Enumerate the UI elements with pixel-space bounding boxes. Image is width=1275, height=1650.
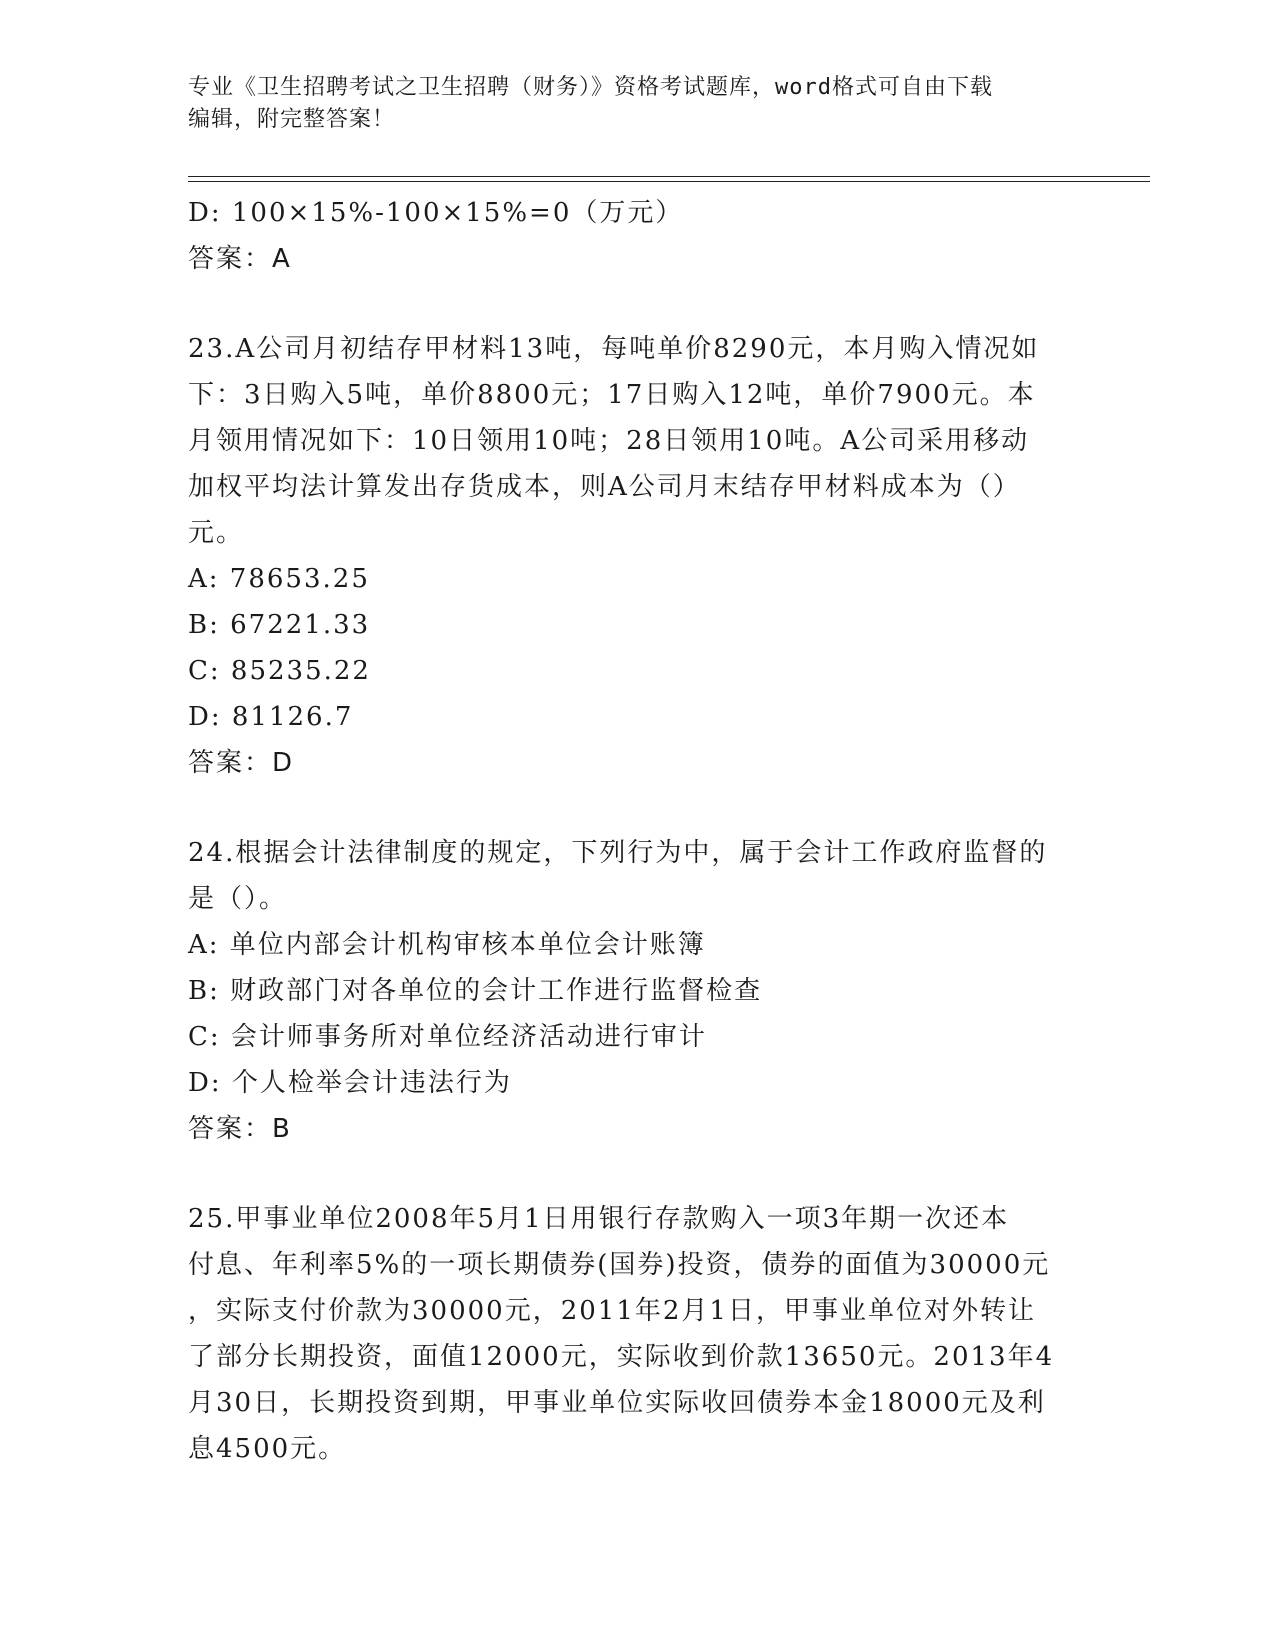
question-25-text-line-2: 付息、年利率5%的一项长期债券(国券)投资，债券的面值为30000元	[188, 1250, 1051, 1280]
question-23-option-d: D: 81126.7	[188, 702, 354, 732]
question-23-option-c: C: 85235.22	[188, 656, 371, 686]
header-title-line-1: 专业《卫生招聘考试之卫生招聘（财务）》资格考试题库，word格式可自由下载	[188, 75, 993, 100]
question-24-text-line-1: 24.根据会计法律制度的规定，下列行为中，属于会计工作政府监督的	[188, 838, 1048, 868]
header-divider-top	[188, 176, 1150, 177]
page-header	[188, 72, 1088, 136]
question-23-option-a: A: 78653.25	[188, 564, 370, 594]
question-25-text-line-5: 月30日，长期投资到期，甲事业单位实际收回债券本金18000元及利	[188, 1388, 1046, 1418]
prev-option-d: D: 100×15%-100×15%=0（万元）	[188, 198, 684, 228]
question-24-text-line-2: 是（）。	[188, 884, 288, 914]
spacer	[188, 786, 1088, 830]
question-25	[188, 1196, 1088, 1472]
question-23-text-line-1: 23.A公司月初结存甲材料13吨，每吨单价8290元，本月购入情况如	[188, 334, 1040, 364]
question-25-text-line-3: ，实际支付价款为30000元，2011年2月1日，甲事业单位对外转让	[188, 1296, 1036, 1326]
question-23-text-line-2: 下：3日购入5吨，单价8800元；17日购入12吨，单价7900元。本	[188, 380, 1036, 410]
question-23-text-line-4: 加权平均法计算发出存货成本，则A公司月末结存甲材料成本为（）	[188, 472, 1021, 502]
question-24-option-b: B: 财政部门对各单位的会计工作进行监督检查	[188, 976, 763, 1006]
question-24-option-c: C: 会计师事务所对单位经济活动进行审计	[188, 1022, 707, 1052]
question-23-option-b: B: 67221.33	[188, 610, 371, 640]
question-24-option-a: A: 单位内部会计机构审核本单位会计账簿	[188, 930, 706, 960]
spacer	[188, 282, 1088, 326]
question-25-text-line-4: 了部分长期投资，面值12000元，实际收到价款13650元。2013年4	[188, 1342, 1055, 1372]
header-title-line-2: 编辑，附完整答案！	[188, 107, 396, 132]
question-24-answer: 答案：B	[188, 1114, 292, 1144]
question-23-text-line-5: 元。	[188, 518, 245, 548]
question-23	[188, 326, 1088, 786]
question-24	[188, 830, 1088, 1152]
spacer	[188, 1152, 1088, 1196]
question-23-answer: 答案：D	[188, 748, 295, 778]
header-divider-bottom	[188, 181, 1150, 182]
question-25-text-line-6: 息4500元。	[188, 1434, 347, 1464]
question-25-text-line-1: 25.甲事业单位2008年5月1日用银行存款购入一项3年期一次还本	[188, 1204, 1010, 1234]
question-23-text-line-3: 月领用情况如下：10日领用10吨；28日领用10吨。A公司采用移动	[188, 426, 1030, 456]
question-24-option-d: D: 个人检举会计违法行为	[188, 1068, 512, 1098]
prev-answer: 答案：A	[188, 244, 292, 274]
question-content	[188, 190, 1088, 1472]
